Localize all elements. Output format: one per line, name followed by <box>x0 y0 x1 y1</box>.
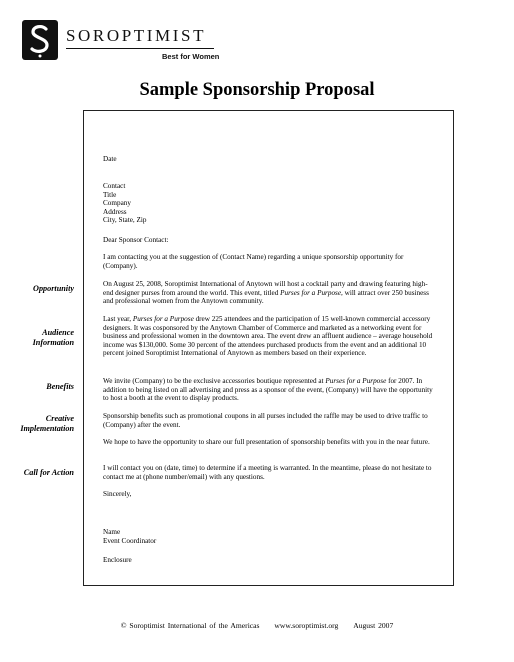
opportunity-paragraph: On August 25, 2008, Soroptimist International of Anytown will host a cocktail party and drawing featuring high-end designer purses from around the world. This event, titled Purses for a Purpose, will attract over 250 business and professional women from the Anytown community. <box>103 280 429 306</box>
creative-paragraph: Sponsorship benefits such as promotional coupons in all purses included the raffle may be used to drive traffic to (Company) after the event. <box>103 412 428 429</box>
soroptimist-emblem-icon <box>22 20 58 60</box>
soroptimist-logo <box>22 20 222 66</box>
footer-date: August 2007 <box>353 621 394 630</box>
address-line: Contact <box>103 182 126 190</box>
event-name: Purses for a Purpose <box>280 288 342 297</box>
side-label-creative: Creative Implementation <box>20 414 74 433</box>
signature-block <box>103 528 433 545</box>
salutation: Dear Sponsor Contact: <box>103 236 169 244</box>
call-paragraph: I will contact you on (date, time) to determine if a meeting is warranted. In the meantime, please do not hesitate to contact me at (phone number/email) with any questions. <box>103 464 432 481</box>
enclosure: Enclosure <box>103 556 132 564</box>
page-footer <box>0 621 514 630</box>
letter-date: Date <box>103 155 117 163</box>
side-label-audience: Audience Information <box>32 328 74 347</box>
side-label-opportunity: Opportunity <box>33 284 74 293</box>
intro-paragraph: I am contacting you at the suggestion of (Contact Name) regarding a unique sponsorship opportunity for (Company). <box>103 253 404 270</box>
closing: Sincerely, <box>103 490 132 498</box>
footer-website: www.soroptimist.org <box>274 621 339 630</box>
event-name: Purses for a Purpose <box>325 377 387 385</box>
page-title: Sample Sponsorship Proposal <box>139 80 375 100</box>
benefits-paragraph: We invite (Company) to be the exclusive accessories boutique represented at Purses for a Purpose for 2007. In addition to being listed on all advertising and press as a sponsor of the event, (Company) will have the opportunity to host a booth at the event to display products. <box>103 377 433 403</box>
audience-paragraph: Last year, Purses for a Purpose drew 225 attendees and the participation of 15 well-known commercial accessory designers. It was cosponsored by the Anytown Chamber of Commerce and marketed as a networking event for business and professional women in the downtown area. The event drew an affluent audience – average household income was $130,000. Some 30 percent of the attendees purchased products from the event and an additional 10 percent joined Soroptimist International of Anytown as members based on their experience. <box>103 315 433 358</box>
event-name: Purses for a Purpose <box>132 315 194 323</box>
address-line: Company <box>103 199 131 208</box>
org-name: SOROPTIMIST <box>66 26 207 45</box>
footer-copyright: © Soroptimist International of the Americas <box>120 621 260 630</box>
signature-title: Event Coordinator <box>103 536 157 545</box>
address-line: Address <box>103 207 127 216</box>
address-block <box>103 182 433 225</box>
hope-paragraph: We hope to have the opportunity to share our full presentation of sponsorship benefits with you in the near future. <box>103 438 430 446</box>
address-line: Title <box>103 190 117 199</box>
side-label-benefits: Benefits <box>46 382 74 391</box>
signature-name: Name <box>103 528 121 536</box>
logo-divider <box>66 48 214 49</box>
address-line: City, State, Zip <box>103 216 147 225</box>
side-label-call: Call for Action <box>23 468 74 477</box>
tagline: Best for Women <box>162 52 220 61</box>
